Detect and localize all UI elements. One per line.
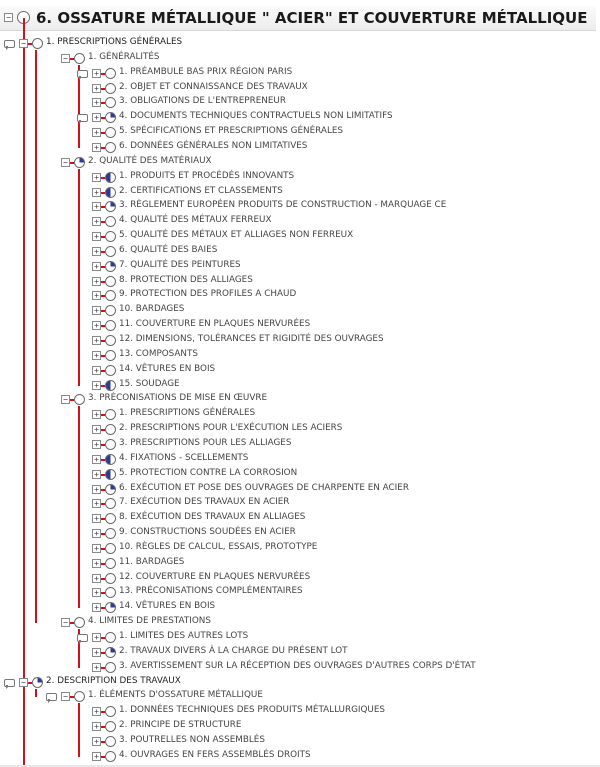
status-empty-icon — [105, 127, 116, 138]
tree-node-label[interactable]: 2. QUALITÉ DES MATÉRIAUX — [88, 155, 212, 166]
status-empty-icon — [105, 276, 116, 287]
expand-toggle-icon[interactable]: + — [92, 84, 101, 93]
collapse-toggle-icon[interactable]: − — [61, 54, 70, 63]
expand-toggle-icon[interactable]: + — [92, 366, 101, 375]
tree-node-label[interactable]: 2. PRINCIPE DE STRUCTURE — [119, 720, 242, 731]
expand-toggle-icon[interactable]: + — [92, 737, 101, 746]
status-empty-icon — [105, 706, 116, 717]
collapse-toggle-icon[interactable]: − — [19, 678, 28, 687]
tree-node-label[interactable]: 1. PRESCRIPTIONS GÉNÉRALES — [119, 408, 256, 419]
tree-node-label[interactable]: 1. DONNÉES TECHNIQUES DES PRODUITS MÉTALLURGIQUES — [119, 705, 386, 716]
expand-toggle-icon[interactable]: + — [92, 574, 101, 583]
tree-connector-line — [35, 50, 37, 623]
status-quarter-icon — [105, 647, 116, 658]
tree-connector-line — [78, 169, 80, 386]
status-quarter-icon — [74, 157, 85, 168]
tree-node-label[interactable]: 2. OBJET ET CONNAISSANCE DES TRAVAUX — [119, 81, 308, 92]
tree-node-label[interactable]: 3. OBLIGATIONS DE L'ENTREPRENEUR — [119, 96, 286, 107]
status-empty-icon — [105, 365, 116, 376]
expand-toggle-icon[interactable]: + — [92, 440, 101, 449]
expand-toggle-icon[interactable]: + — [92, 277, 101, 286]
status-empty-icon — [74, 53, 85, 64]
tree-node-label[interactable]: 6. QUALITÉ DES BAIES — [119, 244, 218, 255]
expand-toggle-icon[interactable]: + — [92, 291, 101, 300]
tree-node-label[interactable]: 4. DOCUMENTS TECHNIQUES CONTRACTUELS NON LIMITATIFS — [119, 111, 393, 122]
status-quarter-icon — [105, 484, 116, 495]
status-empty-icon — [74, 691, 85, 702]
status-empty-icon — [105, 335, 116, 346]
expand-toggle-icon[interactable]: + — [92, 722, 101, 731]
expand-toggle-icon[interactable]: + — [92, 603, 101, 612]
status-empty-icon — [105, 350, 116, 361]
status-quarter-icon — [105, 602, 116, 613]
tree-node-label[interactable]: 1. PRÉAMBULE BAS PRIX RÉGION PARIS — [119, 66, 293, 77]
status-empty-icon — [32, 38, 43, 49]
tree-connector-line — [78, 703, 80, 756]
tree-node-label[interactable]: 5. SPÉCIFICATIONS ET PRESCRIPTIONS GÉNÉRALES — [119, 126, 343, 137]
status-empty-icon — [74, 394, 85, 405]
comment-icon[interactable] — [4, 679, 15, 687]
expand-toggle-icon[interactable]: + — [92, 455, 101, 464]
status-empty-icon — [105, 587, 116, 598]
tree-connector-line — [78, 406, 80, 608]
expand-toggle-icon[interactable]: + — [92, 752, 101, 761]
status-half-icon — [105, 187, 116, 198]
comment-icon[interactable] — [77, 634, 88, 642]
status-empty-icon — [105, 721, 116, 732]
status-empty-icon — [105, 305, 116, 316]
expand-toggle-icon[interactable]: + — [92, 188, 101, 197]
status-empty-icon — [105, 751, 116, 762]
expand-toggle-icon[interactable]: + — [92, 529, 101, 538]
tree-connector-line — [23, 18, 25, 767]
expand-toggle-icon[interactable]: + — [92, 410, 101, 419]
tree-node-label[interactable]: 1. PRESCRIPTIONS GÉNÉRALES — [46, 37, 183, 47]
tree-node-label[interactable]: 2. DESCRIPTION DES TRAVAUX — [46, 675, 181, 686]
expand-toggle-icon[interactable]: + — [92, 514, 101, 523]
expand-toggle-icon[interactable]: + — [92, 707, 101, 716]
tree-node-label[interactable]: 4. QUALITÉ DES MÉTAUX FERREUX — [119, 215, 272, 226]
status-empty-icon — [105, 662, 116, 673]
status-empty-icon — [105, 424, 116, 435]
collapse-toggle-icon[interactable]: − — [61, 692, 70, 701]
expand-toggle-icon[interactable]: + — [92, 321, 101, 330]
status-empty-icon — [105, 320, 116, 331]
tree-node-label[interactable]: 14. VÊTURES EN BOIS — [119, 363, 216, 374]
status-half-icon — [105, 172, 116, 183]
tree-node-label[interactable]: 12. DIMENSIONS, TOLÉRANCES ET RIGIDITÉ DES OUVRAGES — [119, 334, 384, 344]
tree-node-label[interactable]: 1. ÉLÉMENTS D'OSSATURE MÉTALLIQUE — [88, 690, 263, 701]
tree-node-label[interactable]: 3. AVERTISSEMENT SUR LA RÉCEPTION DES OUVRAGES D'AUTRES CORPS D'ÉTAT — [119, 660, 476, 671]
status-quarter-icon — [105, 112, 116, 123]
expand-toggle-icon[interactable]: + — [92, 499, 101, 508]
status-empty-icon — [105, 142, 116, 153]
status-quarter-icon — [105, 261, 116, 272]
status-empty-icon — [105, 498, 116, 509]
expand-toggle-icon[interactable]: + — [92, 113, 101, 122]
expand-toggle-icon[interactable]: + — [92, 306, 101, 315]
expand-toggle-icon[interactable]: + — [92, 262, 101, 271]
tree-node-label[interactable]: 3. PRESCRIPTIONS POUR LES ALLIAGES — [119, 437, 292, 448]
tree-node-label[interactable]: 4. LIMITES DE PRESTATIONS — [88, 616, 211, 627]
tree-node-label[interactable]: 4. FIXATIONS - SCELLEMENTS — [119, 452, 249, 463]
status-empty-icon — [105, 68, 116, 79]
tree-node-label[interactable]: 11. BARDAGES — [119, 556, 185, 567]
expand-toggle-icon[interactable]: + — [92, 470, 101, 479]
expand-toggle-icon[interactable]: + — [92, 173, 101, 182]
tree-node-label[interactable]: 12. COUVERTURE EN PLAQUES NERVURÉES — [119, 571, 311, 582]
status-quarter-icon — [105, 201, 116, 212]
status-empty-icon — [105, 573, 116, 584]
tree-node-label[interactable]: 1. GÉNÉRALITÉS — [88, 51, 160, 62]
tree-node-label[interactable]: 3. PRÉCONISATIONS DE MISE EN ŒUVRE — [88, 393, 268, 404]
tree-node-label[interactable]: 5. PROTECTION CONTRE LA CORROSION — [119, 467, 298, 478]
tree-node-label[interactable]: 13. COMPOSANTS — [119, 348, 198, 359]
status-empty-icon — [105, 558, 116, 569]
collapse-toggle-icon[interactable]: − — [61, 618, 70, 627]
status-empty-icon — [105, 216, 116, 227]
expand-toggle-icon[interactable]: + — [92, 128, 101, 137]
tree-node-label[interactable]: 5. QUALITÉ DES MÉTAUX ET ALLIAGES NON FERREUX — [119, 230, 354, 241]
status-empty-icon — [105, 83, 116, 94]
expand-toggle-icon[interactable]: + — [92, 217, 101, 226]
expand-toggle-icon[interactable]: + — [92, 336, 101, 345]
tree-node-label[interactable]: 7. QUALITÉ DES PEINTURES — [119, 259, 241, 270]
status-empty-icon — [105, 97, 116, 108]
expand-toggle-icon[interactable]: + — [92, 559, 101, 568]
status-empty-icon — [105, 632, 116, 643]
tree-node-label[interactable]: 10. RÈGLES DE CALCUL, ESSAIS, PROTOTYPE — [119, 541, 318, 552]
tree-node-label[interactable]: 1. PRODUITS ET PROCÉDÉS INNOVANTS — [119, 170, 295, 181]
page-title: 6. OSSATURE MÉTALLIQUE " ACIER" ET COUVERTURE MÉTALLIQUE — [36, 9, 588, 27]
status-empty-icon — [105, 409, 116, 420]
tree-node-label[interactable]: 6. DONNÉES GÉNÉRALES NON LIMITATIVES — [119, 140, 308, 151]
expand-toggle-icon[interactable]: + — [92, 69, 101, 78]
status-half-icon — [105, 454, 116, 465]
expand-toggle-icon[interactable]: + — [92, 588, 101, 597]
status-empty-icon — [105, 231, 116, 242]
tree-node-label[interactable]: 1. LIMITES DES AUTRES LOTS — [119, 631, 249, 641]
collapse-toggle-icon[interactable]: − — [4, 13, 13, 22]
tree-node-label[interactable]: 15. SOUDAGE — [119, 378, 180, 389]
comment-icon[interactable] — [77, 70, 88, 78]
status-empty-icon — [105, 543, 116, 554]
tree-node-label[interactable]: 14. VÊTURES EN BOIS — [119, 601, 216, 612]
expand-toggle-icon[interactable]: + — [92, 98, 101, 107]
status-half-icon — [105, 380, 116, 391]
tree-node-label[interactable]: 7. EXÉCUTION DES TRAVAUX EN ACIER — [119, 497, 290, 508]
expand-toggle-icon[interactable]: + — [92, 381, 101, 390]
expand-toggle-icon[interactable]: + — [92, 143, 101, 152]
status-empty-icon — [105, 246, 116, 257]
tree-node-label[interactable]: 9. PROTECTION DES PROFILES A CHAUD — [119, 289, 297, 300]
tree-node-label[interactable]: 8. PROTECTION DES ALLIAGES — [119, 274, 253, 285]
collapse-toggle-icon[interactable]: − — [61, 395, 70, 404]
status-empty-icon — [105, 736, 116, 747]
expand-toggle-icon[interactable]: + — [92, 663, 101, 672]
expand-toggle-icon[interactable]: + — [92, 202, 101, 211]
expand-toggle-icon[interactable]: + — [92, 425, 101, 434]
expand-toggle-icon[interactable]: + — [92, 648, 101, 657]
status-empty-icon — [105, 439, 116, 450]
tree-node-label[interactable]: 6. EXÉCUTION ET POSE DES OUVRAGES DE CHARPENTE EN ACIER — [119, 482, 409, 493]
tree-node-label[interactable]: 11. COUVERTURE EN PLAQUES NERVURÉES — [119, 319, 311, 330]
status-empty-icon — [105, 513, 116, 524]
status-empty-icon — [105, 290, 116, 301]
tree-node-label[interactable]: 4. OUVRAGES EN FERS ASSEMBLÉS DROITS — [119, 749, 311, 760]
status-quarter-icon — [32, 677, 43, 688]
tree-node-label[interactable]: 2. CERTIFICATIONS ET CLASSEMENTS — [119, 185, 283, 196]
status-empty-icon — [105, 528, 116, 539]
tree-node-label[interactable]: 3. RÈGLEMENT EUROPÉEN PRODUITS DE CONSTRUCTION - MARQUAGE CE — [119, 200, 447, 211]
tree-node-label[interactable]: 2. TRAVAUX DIVERS À LA CHARGE DU PRÉSENT LOT — [119, 645, 348, 656]
tree-node-label[interactable]: 2. PRESCRIPTIONS POUR L'EXÉCUTION LES ACIERS — [119, 423, 343, 434]
tree-node-label[interactable]: 10. BARDAGES — [119, 304, 185, 315]
comment-icon[interactable] — [77, 114, 88, 122]
expand-toggle-icon[interactable]: + — [92, 633, 101, 642]
expand-toggle-icon[interactable]: + — [92, 485, 101, 494]
status-empty-icon — [74, 617, 85, 628]
comment-icon[interactable] — [46, 693, 57, 701]
tree-connector-line — [35, 689, 37, 698]
root-node[interactable] — [0, 6, 596, 31]
tree-node-label[interactable]: 9. CONSTRUCTIONS SOUDÉES EN ACIER — [119, 527, 296, 538]
status-half-icon — [105, 469, 116, 480]
collapse-toggle-icon[interactable]: − — [61, 158, 70, 167]
expand-toggle-icon[interactable]: + — [92, 247, 101, 256]
comment-icon[interactable] — [4, 40, 15, 48]
expand-toggle-icon[interactable]: + — [92, 232, 101, 241]
collapse-toggle-icon[interactable]: − — [19, 39, 28, 48]
expand-toggle-icon[interactable]: + — [92, 544, 101, 553]
expand-toggle-icon[interactable]: + — [92, 351, 101, 360]
tree-node-label[interactable]: 13. PRÉCONISATIONS COMPLÉMENTAIRES — [119, 586, 303, 597]
tree-node-label[interactable]: 8. EXÉCUTION DES TRAVAUX EN ALLIAGES — [119, 512, 306, 523]
tree-node-label[interactable]: 3. POUTRELLES NON ASSEMBLÉS — [119, 734, 265, 745]
